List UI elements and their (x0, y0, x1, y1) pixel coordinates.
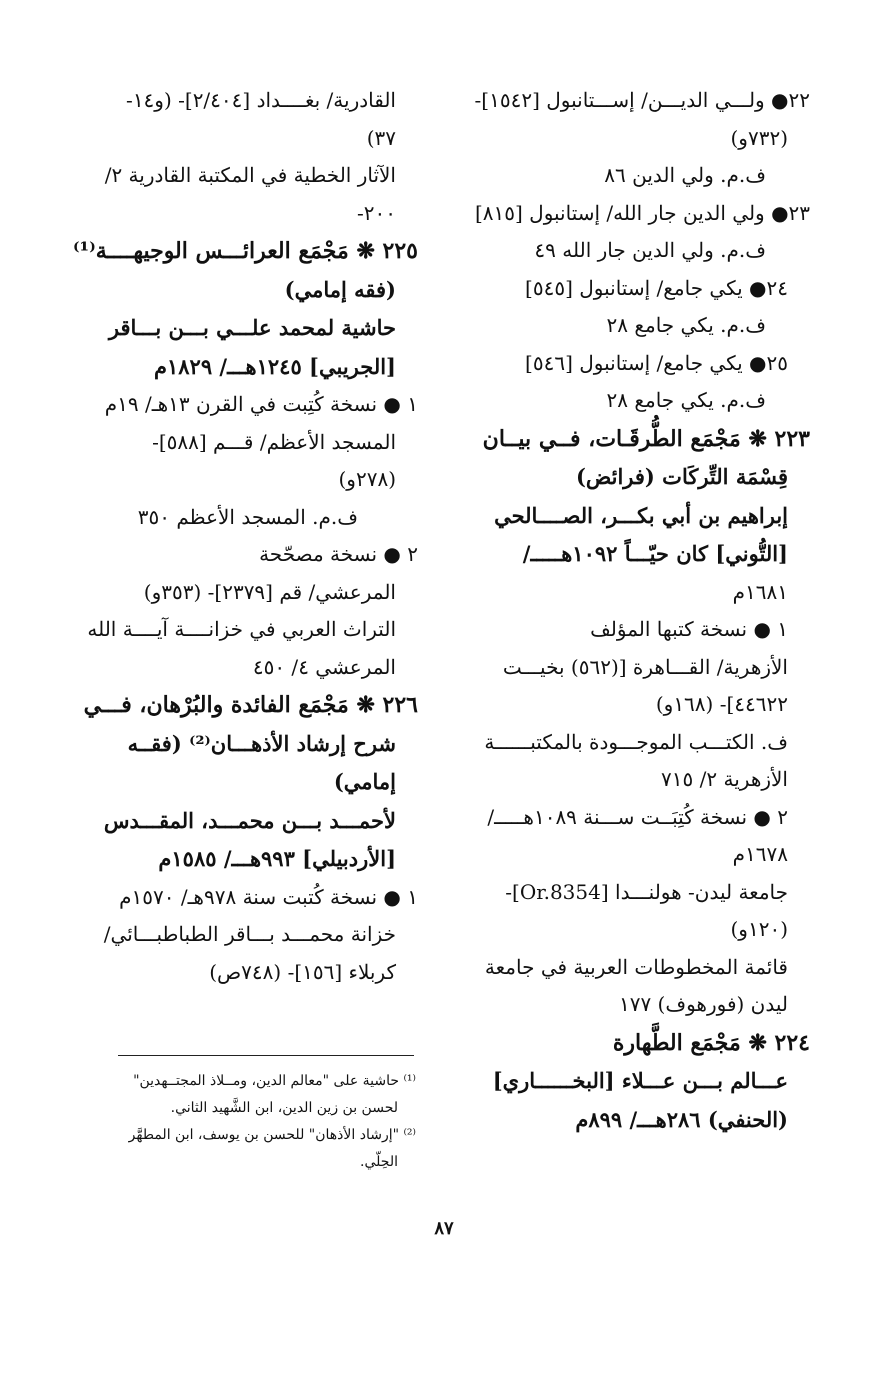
text-line: ٢٣● ولي الدين جار الله/ إستانبول [٨١٥] (474, 200, 810, 225)
text-line: ٢ ● نسخة كُتِبَــت ســـنة ١٠٨٩هـــــ/ (487, 804, 788, 829)
text-line: لأحمـــد بـــن محمـــد، المقـــدس (103, 807, 396, 833)
text-line: الآثار الخطية في المكتبة القادرية ٢/ (104, 163, 396, 187)
text-line: المرعشي/ قم [٢٣٧٩]- (٣٥٣و) (143, 579, 396, 604)
page-number: ٨٧ (434, 1218, 454, 1239)
text-line: جامعة ليدن- هولنـــدا [Or.8354]- (505, 879, 788, 904)
text-line: ٢٢٥ ❋ مَجْمَع العرائـــس الوجيهــــة⁽¹⁾ (72, 238, 418, 264)
text-line: كربلاء [١٥٦]- (٧٤٨ص) (209, 959, 396, 984)
text-line: إبراهيم بن أبي بكـــر، الصــــالحي (494, 502, 788, 528)
footnote-line: الحِلّي. (360, 1154, 398, 1170)
text-line: قائمة المخطوطات العربية في جامعة (484, 954, 788, 979)
text-line: ٢٢٤ ❋ مَجْمَع الطَّهارة (612, 1029, 810, 1056)
right-column (460, 82, 810, 1139)
text-line: شرح إرشاد الأذهـــان⁽²⁾ (فقــه (127, 730, 396, 756)
text-line: ٢٢٦ ❋ مَجْمَع الفائدة والبُرْهان، فـــي (83, 692, 418, 718)
text-line: ف.م. يكي جامع ٢٨ (606, 388, 766, 412)
text-line: قِسْمَة التِّركَات (فرائض) (575, 464, 788, 489)
text-line: (٧٣٢و) (730, 125, 788, 150)
text-line: خزانة محمـــد بـــاقر الطباطبـــائي/ (103, 922, 396, 946)
text-line: ٢ ● نسخة مصحّحة (259, 542, 418, 566)
text-line: [الجريبي] ١٢٤٥هـــ/ ١٨٢٩م (153, 353, 396, 379)
text-line: ف.م. ولي الدين ٨٦ (604, 163, 766, 187)
left-column (66, 82, 418, 991)
text-line: (الحنفي) ٢٨٦هـــ/ ٨٩٩م (575, 1106, 788, 1132)
text-line: (فقه إمامي) (284, 276, 396, 302)
text-line: ليدن (فورهوف) ١٧٧ (618, 992, 788, 1016)
text-line: [التُّوني] كان حيّـــاً ١٠٩٢هـــــ/ (522, 541, 788, 566)
text-line: حاشية لمحمد علـــي بـــن بـــاقر (108, 315, 396, 340)
text-line: ١ ● نسخة كتبها المؤلف (590, 617, 788, 641)
text-line: ١٦٨١م (732, 579, 788, 604)
text-line: ٢٢● ولـــي الديـــن/ إســـتانبول [١٥٤٢]- (474, 88, 810, 112)
text-line: ١ ● نسخة كُتبت سنة ٩٧٨هـ/ ١٥٧٠م (119, 884, 418, 909)
text-line: (١٢٠و) (730, 917, 788, 941)
text-line: ف. الكتـــب الموجـــودة بالمكتبــــــة (484, 729, 788, 754)
text-line: القادرية/ بغــــداد [٢/٤٠٤]- (و١٤- (126, 88, 396, 112)
text-line: ١ ● نسخة كُتِبت في القرن ١٣هـ/ ١٩م (104, 392, 418, 416)
footnote-line: لحسن بن زين الدين، ابن الشَّهيد الثاني. (170, 1100, 398, 1116)
text-line: ف.م. المسجد الأعظم ٣٥٠ (137, 504, 358, 529)
footnotes (66, 1068, 416, 1176)
text-line: (٢٧٨و) (338, 467, 396, 491)
text-line: ٢٠٠- (357, 200, 396, 225)
text-line: إمامي) (333, 769, 396, 794)
text-line: ٣٧) (366, 125, 396, 150)
text-line: التراث العربي في خزانــــة آيــــة الله (87, 617, 396, 641)
text-line: المسجد الأعظم/ قـــم [٥٨٨]- (152, 429, 396, 454)
text-line: المرعشي ٤/ ٤٥٠ (252, 654, 396, 679)
footnote-divider (118, 1055, 414, 1056)
text-line: ف.م. يكي جامع ٢٨ (606, 313, 766, 337)
text-line: ف.م. ولي الدين جار الله ٤٩ (534, 238, 766, 262)
text-line: ٢٤● يكي جامع/ إستانبول [٥٤٥] (525, 275, 788, 300)
text-line: ١٦٧٨م (732, 842, 788, 866)
footnote-line: ⁽²⁾ "إرشاد الأذهان" للحسن بن يوسف، ابن المطهَّر (128, 1127, 416, 1143)
text-line: [الأردبيلي] ٩٩٣هـــ/ ١٥٨٥م (158, 846, 396, 871)
text-line: عـــالم بـــن عـــلاء [البخــــــاري] (492, 1068, 788, 1093)
text-line: الأزهرية ٢/ ٧١٥ (661, 767, 788, 791)
text-line: الأزهرية/ القـــاهرة [(٥٦٢) بخيـــت (502, 654, 788, 679)
text-line: ٢٥● يكي جامع/ إستانبول [٥٤٦] (525, 350, 788, 375)
footnote-line: ⁽¹⁾ حاشية على "معالم الدين، ومــلاذ المجتــهدين" (133, 1073, 416, 1089)
text-line: ٤٤٦٢٢]- (١٦٨و) (655, 692, 788, 716)
text-line: ٢٢٣ ❋ مَجْمَع الطُّرقَـات، فــي بيــان (482, 425, 810, 452)
